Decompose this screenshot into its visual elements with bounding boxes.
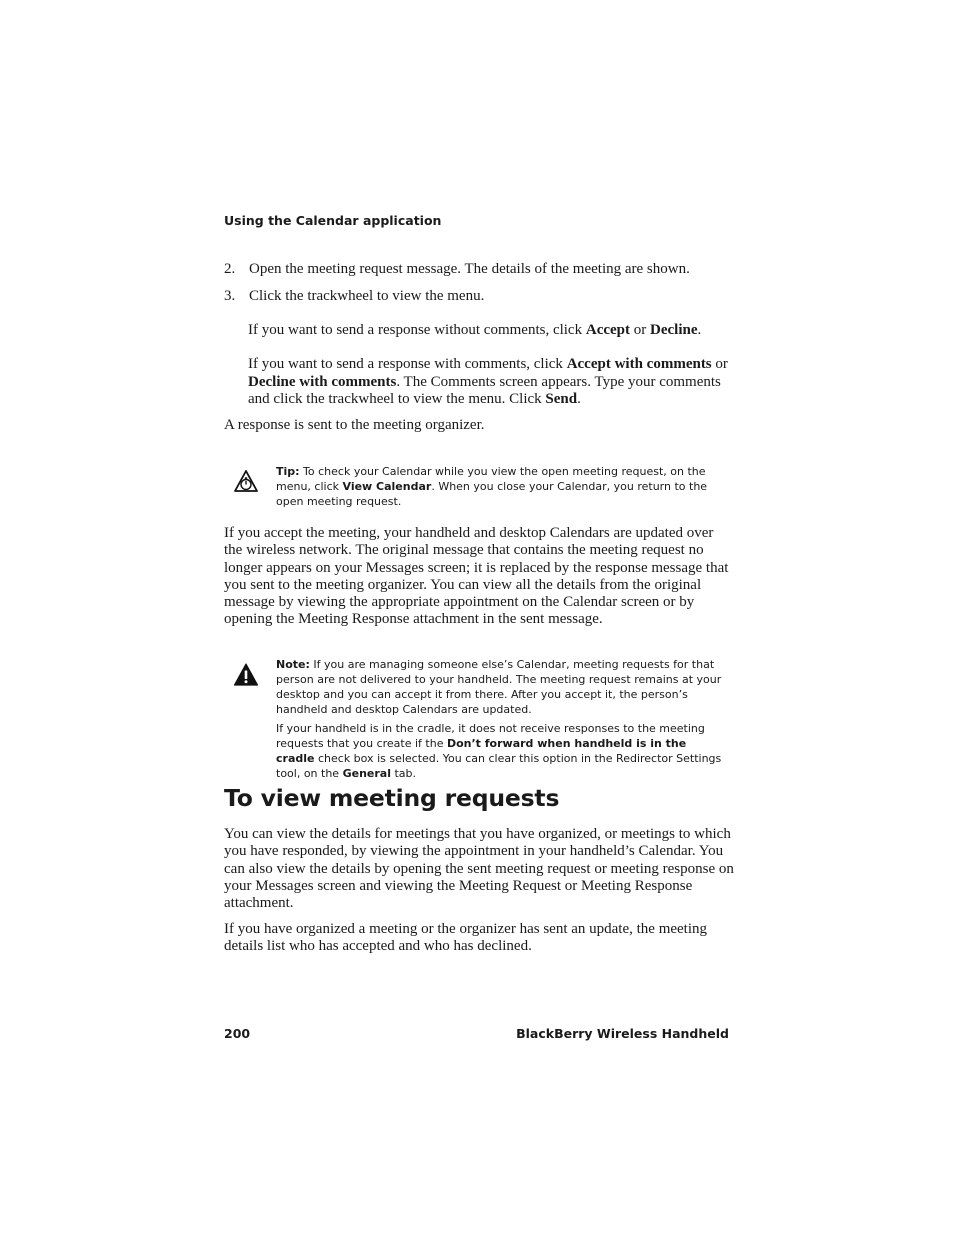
text-run: To check your Calendar while you view the open meeting request, on the menu, click [276,465,706,493]
text-run: If you want to send a response without comments, click [248,322,586,338]
text-run: . When you close your Calendar, you return to the open meeting request. [276,480,708,508]
tip-label: Tip: [276,465,300,478]
text-run: If you want to send a response with comments, click [248,356,567,372]
text-run: . [697,322,702,338]
step-number: 2. [224,261,236,277]
accept-paragraph: If you accept the meeting, your handheld and desktop Calendars are updated over the wireless network. The original message that contains the meeting request no longer appears on your Messages screen; it is replaced by the response message that you sent to the meeting organizer. You can view all the details from the original message by viewing the appropriate appointment on the Calendar screen or by opening the Meeting Response attachment in the sent message. [224,525,729,628]
checkbox-option-name: Don’t forward when handheld is in the cradle [276,737,687,765]
tab-name-general: General [342,767,391,780]
step-3-with-comments [248,356,734,409]
menu-item-send: Send [545,391,578,407]
running-header: Using the Calendar application [224,213,442,228]
section-heading: To view meeting requests [224,784,560,812]
result-text: A response is sent to the meeting organizer. [224,417,485,433]
warning-triangle-icon [233,662,259,688]
menu-item-accept: Accept [585,322,631,338]
text-run: or [711,356,728,372]
step-number: 3. [224,288,236,304]
text-run: . [577,391,581,407]
page-number: 200 [224,1026,251,1041]
step-3 [224,288,734,306]
menu-item-view-calendar: View Calendar [342,480,432,493]
stopwatch-tip-icon [233,469,259,495]
text-run: tab. [390,767,417,780]
step-2 [224,261,734,279]
text-run: . The Comments screen appears. Type your comments and click the trackwheel to view the menu. Click [248,373,721,407]
tip-callout [276,464,728,509]
step-text: Click the trackwheel to view the menu. [249,288,485,304]
book-title: BlackBerry Wireless Handheld [516,1026,729,1041]
step-3-no-comments [248,322,734,340]
menu-item-accept-with-comments: Accept with comments [566,356,712,372]
section-paragraph-2: If you have organized a meeting or the organizer has sent an update, the meeting details list who has accepted and who has declined. [224,921,708,955]
menu-item-decline-with-comments: Decline with comments [248,373,397,390]
step-text: Open the meeting request message. The details of the meeting are shown. [249,261,690,277]
menu-item-decline: Decline [650,322,698,338]
note-callout [276,657,728,781]
text-run: check box is selected. You can clear this option in the Redirector Settings tool, on the [276,752,722,780]
text-run: If your handheld is in the cradle, it does not receive responses to the meeting requests that you create if the [276,722,705,750]
section-paragraph-1: You can view the details for meetings that you have organized, or meetings to which you have responded, by viewing the appointment in your handheld’s Calendar. You can also view the details by opening the sent meeting request or meeting response on your Messages screen and viewing the Meeting Request or Meeting Response attachment. [224,826,734,912]
note-label: Note: [276,658,310,671]
text-run: If you are managing someone else’s Calendar, meeting requests for that person are not delivered to your handheld. The meeting request remains at your desktop and you can accept it from there. After you accept it, the person’s handheld and desktop Calendars are updated. [276,658,722,716]
text-run: or [630,322,651,338]
